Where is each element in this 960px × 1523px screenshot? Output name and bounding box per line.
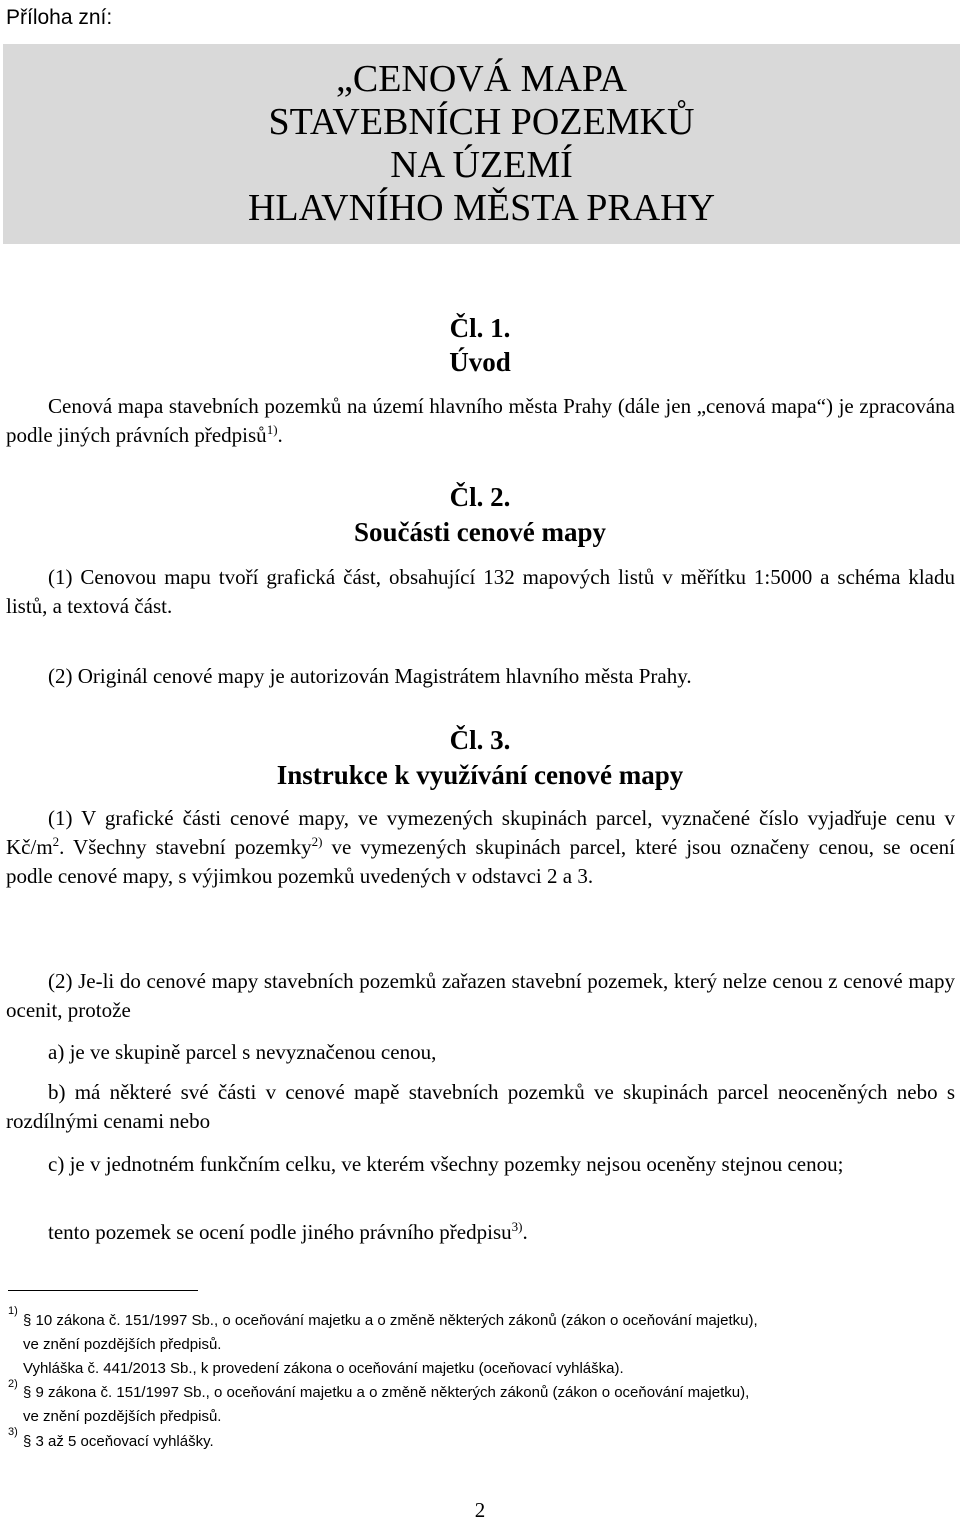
footnote-1-line-2: ve znění pozdějších předpisů. (23, 1336, 222, 1353)
footnote-2-line-1: § 9 zákona č. 151/1997 Sb., o oceňování majetku a o změně některých zákonů (zákon o oceňování majetku), (23, 1384, 750, 1401)
list-item-a: a) je ve skupině parcel s nevyznačenou cenou, (48, 1040, 437, 1064)
footnote-2-mark: 2) (8, 1378, 18, 1390)
page-number: 2 (474, 1498, 486, 1522)
article-3-paragraph-2: (2) Je-li do cenové mapy stavebních pozemků zařazen stavební pozemek, který nelze cenou z cenové mapy ocenit, protože (6, 969, 955, 1022)
article-3-title: Instrukce k využívání cenové mapy (276, 760, 684, 790)
title-line-4: HLAVNÍHO MĚSTA PRAHY (247, 187, 716, 229)
list-item-c: c) je v jednotném funkčním celku, ve kterém všechny pozemky nejsou oceněny stejnou cenou; (48, 1152, 844, 1176)
footnote-ref-2: 2) (311, 834, 323, 849)
footnote-1-mark: 1) (8, 1305, 18, 1317)
superscript-squared: 2 (52, 834, 60, 849)
title-line-1: „CENOVÁ MAPA (335, 58, 627, 100)
footnote-ref-1: 1) (266, 422, 278, 437)
article-2-paragraph-1: (1) Cenovou mapu tvoří grafická část, obsahující 132 mapových listů v měřítku 1:5000 a schéma kladu listů, a textová část. (6, 565, 955, 618)
intro-prefix: Příloha zní: (6, 6, 113, 29)
list-item-b: b) má některé své části v cenové mapě stavebních pozemků ve skupinách parcel neoceněných nebo s rozdílnými cenami nebo (6, 1080, 955, 1133)
title-line-3: NA ÚZEMÍ (390, 144, 573, 186)
article-2-number: Čl. 2. (449, 482, 511, 512)
footnote-3-mark: 3) (8, 1426, 18, 1438)
article-2-title: Součásti cenové mapy (354, 517, 606, 547)
footnote-ref-3: 3) (511, 1219, 523, 1234)
article-3-closing: tento pozemek se ocení podle jiného právního předpisu$^{3)}$. (48, 1219, 528, 1244)
article-1-text: Cenová mapa stavebních pozemků na území hlavního města Prahy (dále jen „cenová mapa“) je zpracována podle jiných právních předpisů$^{1)}$. (6, 394, 955, 447)
footnote-3-line-1: § 3 až 5 oceňovací vyhlášky. (23, 1433, 214, 1450)
title-line-2: STAVEBNÍCH POZEMKŮ (268, 101, 695, 143)
title-banner (3, 44, 960, 244)
footnote-1-line-1: § 10 zákona č. 151/1997 Sb., o oceňování majetku a o změně některých zákonů (zákon o oceňování majetku), (23, 1312, 758, 1329)
article-3-number: Čl. 3. (449, 725, 511, 755)
article-2-paragraph-2: (2) Originál cenové mapy je autorizován Magistrátem hlavního města Prahy. (48, 664, 692, 688)
article-1-title: Úvod (449, 347, 511, 377)
article-3-paragraph-1: (1) V grafické části cenové mapy, ve vymezených skupinách parcel, vyznačené číslo vyjadřuje cenu v $Kč/m^2$. Všechny stavební pozemky$^{2)}$ ve vymezených skupinách parcel, které jsou označeny cenou, se ocení podle cenové mapy, s výjimkou pozemků uvedených v odstavci 2 a 3. (6, 806, 956, 888)
footnote-2-line-2: ve znění pozdějších předpisů. (23, 1408, 222, 1425)
article-1-number: Čl. 1. (449, 313, 511, 343)
footnote-separator (8, 1290, 198, 1291)
footnote-1-line-3: Vyhláška č. 441/2013 Sb., k provedení zákona o oceňování majetku (oceňovací vyhláška). (23, 1360, 624, 1377)
